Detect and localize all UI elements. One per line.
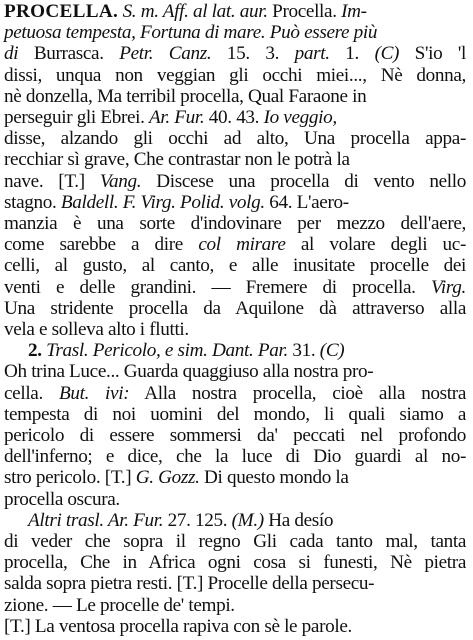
text-segment: (C) (374, 43, 400, 65)
text-segment: nave. [T.] (4, 170, 100, 192)
text-segment: Discese una procella di vento nello (141, 170, 467, 192)
text-line (4, 573, 473, 595)
text-segment: 64. L'aero- (264, 191, 349, 213)
text-segment: cella. (4, 382, 59, 404)
text-line (4, 383, 473, 405)
text-segment: stro pericolo. [T.] (4, 467, 136, 489)
text-segment: procella oscura. (4, 488, 120, 510)
text-line (4, 22, 473, 44)
text-line-content (4, 531, 466, 553)
text-segment: part. (294, 43, 330, 65)
text-segment: dell'inferno; e dice, che la luce di Dio guardi al no- (4, 446, 466, 468)
text-line-content (4, 552, 466, 574)
text-line-content (4, 213, 466, 235)
text-segment: col mirare (198, 234, 286, 256)
text-line-content (4, 107, 337, 129)
text-line (4, 489, 473, 511)
text-segment: Petr. Canz. (119, 43, 212, 65)
text-segment: petuosa tempesta, Fortuna di mare. Può essere più (4, 22, 378, 44)
text-segment: di veder che sopra il regno Gli cada tanto mal, tanta (4, 531, 466, 552)
text-segment: Trasl. Pericolo, e sim. Dant. Par. (46, 340, 288, 362)
text-segment: come sarebbe a dire (4, 234, 199, 256)
text-segment: (C) (319, 340, 345, 362)
text-line-content (4, 573, 374, 595)
text-segment: Una stridente procella da Aquilone dà attraverso alla (4, 297, 466, 319)
text-line (4, 213, 473, 235)
text-line (4, 616, 473, 638)
text-segment: Io veggio, (263, 107, 337, 128)
text-segment: 1. (329, 43, 375, 65)
text-line-content (4, 65, 466, 87)
text-line-content (4, 277, 466, 299)
text-segment: Ar. Fur. (149, 107, 205, 128)
text-line-content (4, 171, 466, 193)
text-segment: al volare degli uc- (285, 234, 466, 256)
text-segment: di (4, 43, 19, 65)
text-line (4, 107, 473, 129)
text-segment: venti e delle grandini. — Fremere di procella. (4, 276, 431, 298)
text-line-content (4, 616, 352, 638)
text-line (4, 171, 473, 193)
text-line (4, 43, 473, 65)
text-segment: Burrasca. (18, 43, 120, 65)
text-segment: vela e solleva alto i flutti. (4, 319, 189, 340)
text-segment: 15. 3. (211, 43, 295, 65)
text-line (4, 149, 473, 171)
text-line (4, 404, 473, 426)
text-segment: Virg. (430, 276, 466, 298)
text-line (4, 446, 473, 468)
text-segment: 27. 125. (163, 509, 232, 531)
text-segment: pericolo di essere sommersi da' peccati nel profondo (4, 425, 466, 446)
text-line (4, 255, 473, 277)
text-segment: 2. (28, 340, 47, 362)
text-line-content (4, 595, 235, 617)
text-line-content (4, 1, 367, 23)
text-line-content (4, 234, 466, 256)
text-line (4, 128, 473, 150)
text-line (4, 552, 473, 574)
text-line (4, 1, 473, 23)
text-line (4, 298, 473, 320)
text-segment: stagno. (4, 191, 61, 213)
text-line (4, 234, 473, 256)
text-segment: G. Gozz. (135, 467, 200, 489)
text-line-content (4, 383, 466, 405)
text-line-content (4, 404, 466, 426)
text-line (4, 192, 473, 214)
text-segment: Altri trasl. Ar. Fur. (28, 509, 164, 531)
text-segment: (M.) (231, 509, 264, 531)
text-line (4, 425, 473, 447)
text-segment: perseguir gli Ebrei. (4, 107, 150, 128)
text-segment: salda sopra pietra resti. [T.] Procelle della persecu- (4, 573, 375, 595)
text-line-content (4, 425, 466, 447)
text-segment: 31. (287, 340, 320, 362)
text-segment: Im- (341, 1, 367, 22)
text-segment: S. m. Aff. al lat. aur. (122, 1, 268, 22)
text-line-content (4, 86, 366, 108)
text-segment: Procella. (267, 1, 342, 22)
text-line (28, 510, 473, 532)
text-line (4, 595, 473, 617)
text-line-content (4, 43, 466, 65)
text-line (4, 361, 473, 383)
text-line-content (4, 149, 350, 171)
text-segment: S'io 'l (399, 43, 466, 65)
text-line (4, 86, 473, 108)
text-segment: dissi, unqua non veggian gli occhi miei..., Nè donna, (4, 64, 466, 86)
text-line-content (4, 361, 373, 383)
text-line-content (4, 489, 120, 511)
text-segment: Vang. (99, 170, 142, 192)
text-line-content (4, 319, 189, 341)
text-line-content (4, 298, 466, 320)
text-line-content (4, 128, 466, 150)
text-segment: Baldell. F. Virg. Polid. volg. (60, 191, 265, 213)
text-line-content (28, 340, 344, 362)
text-line (4, 319, 473, 341)
text-line (28, 340, 473, 362)
text-segment: celli, al gusto, al canto, e alle inusitate procelle dei (4, 255, 466, 277)
text-segment: PROCELLA. (4, 1, 119, 22)
text-segment: tempesta di noi uomini del mondo, li quali siamo a (4, 403, 466, 425)
text-line-content (28, 510, 333, 532)
text-segment: recchiar sì grave, Che contrastar non le potrà la (4, 149, 350, 171)
text-line (4, 531, 473, 553)
text-line (4, 277, 473, 299)
text-line (4, 467, 473, 489)
text-segment: Alla nostra procella, cioè alla nostra (129, 382, 466, 404)
text-segment: nè donzella, Ma terribil procella, Qual Faraone in (4, 85, 367, 107)
text-line-content (4, 255, 466, 277)
text-line-content (4, 446, 466, 468)
text-line-content (4, 467, 349, 489)
text-segment: procella, Che in Africa ogni cosa si funesti, Nè pietra (4, 552, 466, 574)
text-segment: 40. 43. (204, 107, 264, 128)
text-segment: manzia è una sorte d'indovinare per mezzo dell'aere, (4, 213, 466, 234)
text-segment: But. ivi: (58, 382, 130, 404)
text-segment: Ha desío (263, 509, 334, 531)
text-line (4, 65, 473, 87)
text-segment: Di questo mondo la (199, 467, 349, 489)
text-segment: zione. — Le procelle de' tempi. (4, 594, 235, 616)
text-segment: Oh trina Luce... Guarda quaggiuso alla nostra pro- (4, 361, 374, 383)
text-segment: [T.] La ventosa procella rapiva con sè le parole. (4, 615, 352, 637)
text-line-content (4, 192, 349, 214)
text-line-content (4, 22, 377, 44)
text-segment: disse, alzando gli occhi ad alto, Una procella appa- (4, 128, 466, 150)
